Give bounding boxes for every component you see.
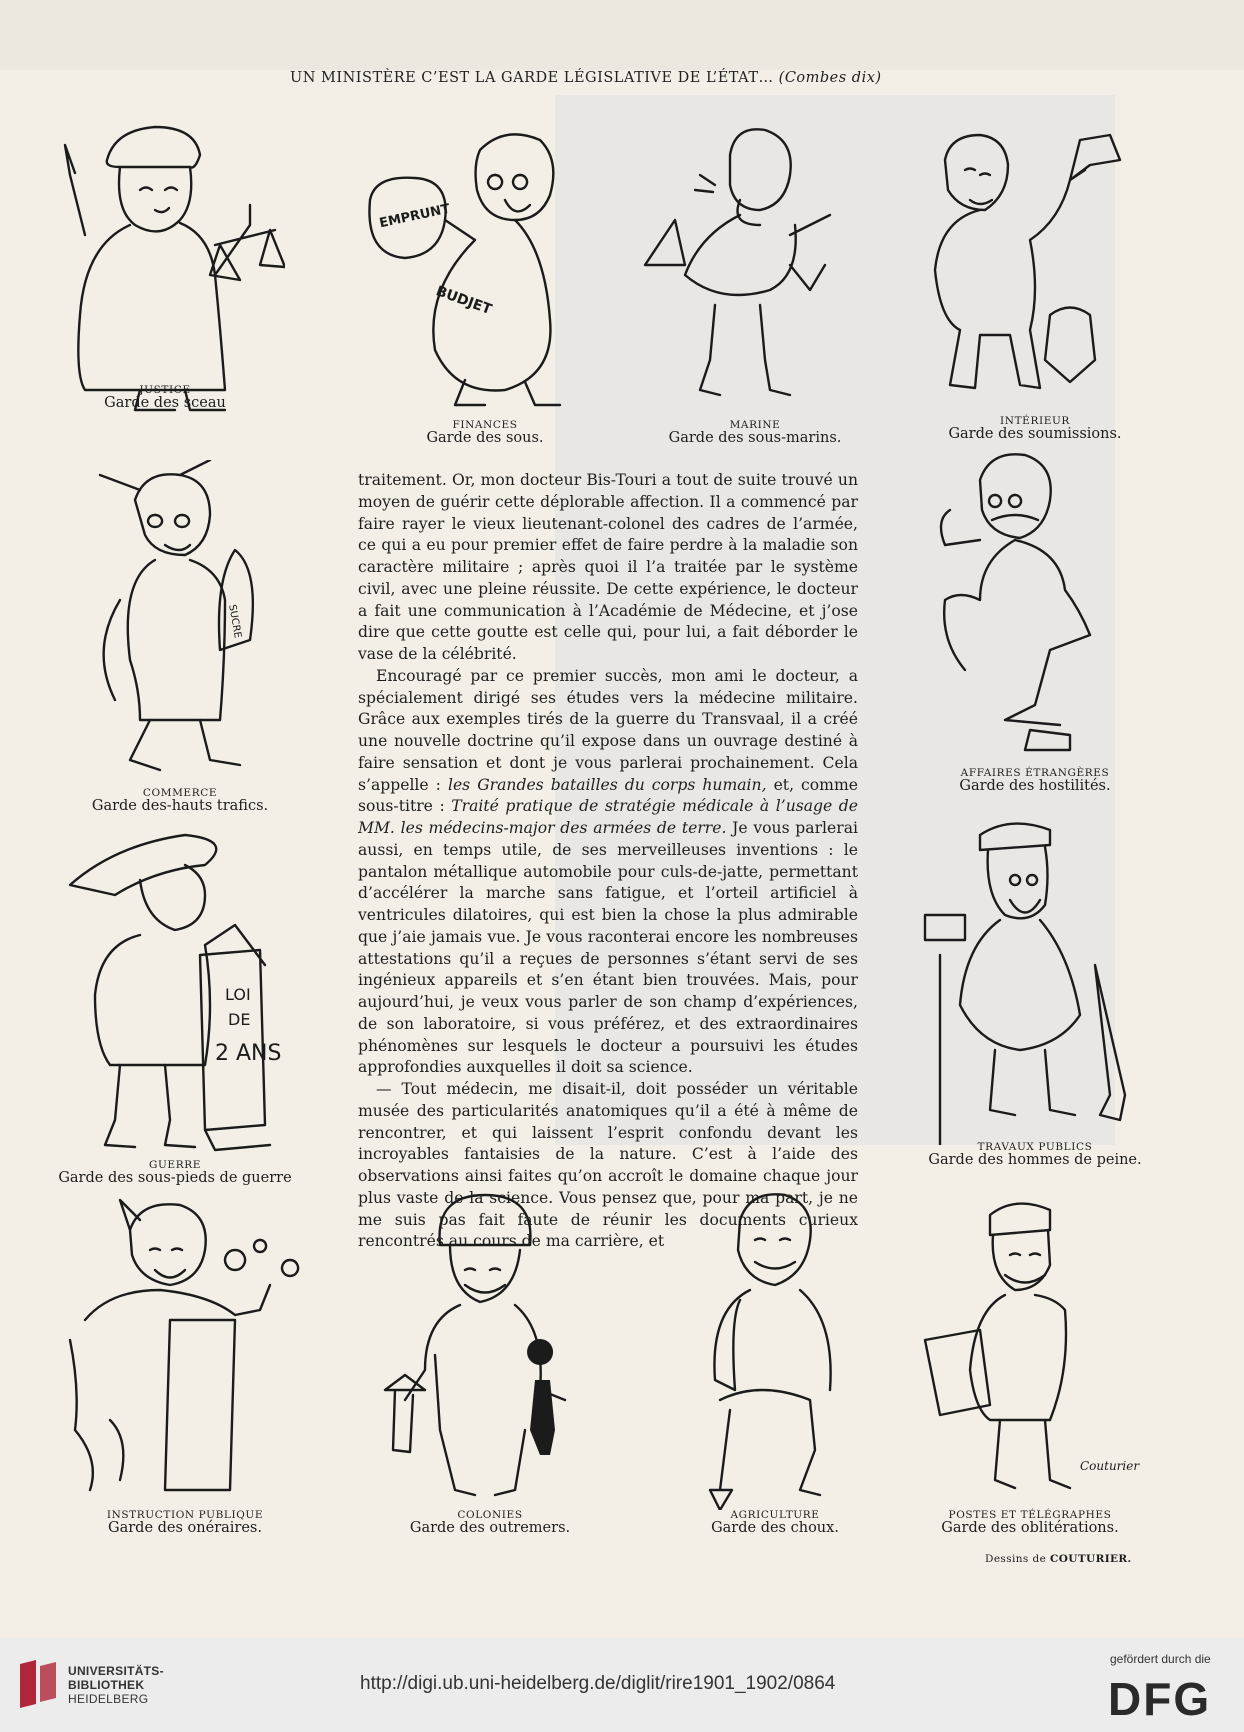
caricature-marine	[640, 115, 870, 415]
permalink-url[interactable]: http://digi.ub.uni-heidelberg.de/diglit/rire1901_1902/0864	[360, 1673, 836, 1694]
figure-title: POSTES ET TÉLÉGRAPHES	[948, 1509, 1112, 1521]
figure-title: MARINE	[729, 419, 781, 431]
dfg-logo: DFG	[1108, 1673, 1212, 1725]
figure-subtitle: Garde des soumissions.	[948, 426, 1122, 443]
book-subtitle: Traité pratique de stratégie médicale à l’usage de MM. les médecins-major des armées de terre.	[358, 797, 859, 837]
caption-travaux-publics	[920, 1142, 1150, 1168]
drawing-text-2-ans: 2 ANS	[215, 1041, 282, 1066]
figure-subtitle: Garde des choux.	[711, 1520, 839, 1537]
library-name	[68, 1664, 164, 1706]
library-line-3: HEIDELBERG	[68, 1692, 149, 1706]
figure-justice	[45, 115, 285, 445]
figure-title: COLONIES	[457, 1509, 523, 1521]
paragraph-2	[358, 666, 858, 1079]
article-body	[358, 470, 858, 1253]
paragraph-2-a: Encouragé par ce premier succès, mon ami le docteur, a spécialement dirigé ses études vers la médecine militaire. Grâce aux exemples tirés de la guerre du Transvaal, il a créé une nouvelle doctrine qu’il expose dans un ouvrage destiné à faire sensation et dont je vous parlerai prochainement. Cela s’appelle :	[358, 666, 858, 794]
caricature-commerce	[60, 460, 300, 790]
caricature-guerre	[55, 825, 295, 1155]
page-header	[290, 70, 950, 86]
figure-commerce	[60, 460, 300, 825]
figure-title: GUERRE	[149, 1159, 201, 1171]
figure-subtitle: Garde des sous-marins.	[668, 430, 842, 447]
figure-subtitle: Garde des sous.	[426, 430, 544, 447]
caption-marine	[640, 420, 870, 446]
caricature-affaires-etrangeres	[920, 450, 1150, 760]
figure-subtitle: Garde des oblitérations.	[941, 1520, 1119, 1537]
university-logo-icon	[16, 1658, 60, 1710]
figure-title: AGRICULTURE	[730, 1509, 820, 1521]
paragraph-3: — Tout médecin, me disait-il, doit posséder un véritable musée des particularités anatomiques qu’il a été à même de rencontrer, et qui laissent l’esprit confondu devant les incroyables fantaisies de la nature. C’est à l’aide des observations ainsi faites qu’on accroît le domaine chaque jour plus vaste de la science. Vous pensez que, pour ma part, je ne me suis pas fait faute de réunir les documents curieux rencontrés au cours de ma carrière, et	[358, 1080, 858, 1251]
library-line-2: BIBLIOTHEK	[68, 1678, 145, 1692]
signature: Couturier	[1080, 1459, 1140, 1473]
illustration-credit	[985, 1553, 1132, 1565]
caption-finances	[365, 420, 605, 446]
book-title: les Grandes batailles du corps humain,	[447, 775, 767, 794]
figure-subtitle: Garde des hommes de peine.	[928, 1152, 1142, 1169]
figure-subtitle: Garde des hostilités.	[959, 778, 1111, 795]
caricature-finances	[365, 120, 605, 410]
funding-note: gefördert durch die	[1110, 1652, 1211, 1666]
caricature-postes-telegraphes	[905, 1190, 1155, 1510]
caption-justice	[45, 385, 285, 411]
drawing-text-de: DE	[228, 1010, 251, 1029]
header-attribution: (Combes dix)	[778, 70, 882, 86]
figure-travaux-publics	[920, 815, 1150, 1185]
viewer-footer	[0, 1638, 1244, 1732]
caption-commerce	[60, 788, 300, 814]
caption-postes-telegraphes	[905, 1510, 1155, 1536]
figure-affaires-etrangeres	[920, 450, 1150, 800]
drawing-text-budjet: BUDJET	[433, 283, 494, 319]
figure-instruction-publique	[60, 1190, 310, 1550]
figure-title: COMMERCE	[142, 787, 218, 799]
caption-agriculture	[660, 1510, 890, 1536]
figure-finances	[365, 120, 605, 445]
figure-title: INSTRUCTION PUBLIQUE	[106, 1509, 264, 1521]
paragraph-1: traitement. Or, mon docteur Bis-Touri a tout de suite trouvé un moyen de guérir cette déplorable affection. Il a commencé par faire rayer le vieux lieutenant-colonel des cadres de l’armée, ce qui a eu pour premier effet de faire perdre à la maladie son caractère militaire ; après quoi il l’a traitée par le système civil, avec une pleine réussite. De cette expérience, le docteur a fait une communication à l’Académie de Médecine, et j’ose dire que cette goutte est celle qui, pour lui, a fait déborder le vase de la célébrité.	[358, 471, 858, 663]
figure-subtitle: Garde des-hauts trafics.	[91, 798, 269, 815]
header-title: UN MINISTÈRE C’EST LA GARDE LÉGISLATIVE DE L’ÉTAT…	[290, 70, 774, 86]
figure-subtitle: Garde des sceau	[104, 395, 226, 412]
figure-marine	[640, 115, 870, 445]
drawing-text-emprunt: EMPRUNT	[378, 201, 452, 232]
figure-subtitle: Garde des sous-pieds de guerre	[58, 1170, 292, 1187]
figure-interieur	[920, 120, 1150, 445]
caption-guerre	[55, 1160, 295, 1186]
library-line-1: UNIVERSITÄTS-	[68, 1664, 164, 1678]
page-top-margin	[0, 0, 1244, 70]
caption-instruction-publique	[60, 1510, 310, 1536]
caption-affaires-etrangeres	[920, 768, 1150, 794]
figure-postes-telegraphes	[905, 1190, 1155, 1550]
figure-title: FINANCES	[452, 419, 518, 431]
figure-title: INTÉRIEUR	[1000, 415, 1070, 427]
figure-subtitle: Garde des outremers.	[409, 1520, 571, 1537]
figure-subtitle: Garde des onéraires.	[108, 1520, 262, 1537]
caption-interieur	[920, 416, 1150, 442]
drawing-text-sucre: SUCRE	[226, 603, 243, 640]
drawing-text-loi: LOI	[225, 985, 251, 1004]
figure-title: JUSTICE	[139, 384, 191, 396]
paragraph-2-b: et, comme sous-titre :	[358, 775, 858, 816]
paragraph-2-c: Je vous parlerai aussi, en temps utile, de ses merveilleuses inventions : le pantalon métallique automobile pour culs-de-jatte, permettant d’accélérer la marche sans fatigue, et l’orteil artificiel à ventricules dilatoires, qui est bien la chose la plus admirable que j’aie jamais vue. Je vous raconterai encore les nombreuses attestations qu’il a reçues de personnes s’étant servi de ses ingénieux appareils et s’en étant bien trouvées. Mais, pour aujourd’hui, je veux vous parler de son champ d’expériences, de son laboratoire, si vous préférez, et des extraordinaires phénomènes sur lesquels le docteur a poursuivi les études approfondies auxquelles il doit sa science.	[358, 819, 858, 1077]
caption-colonies	[365, 1510, 615, 1536]
caricature-interieur	[920, 120, 1150, 410]
caricature-justice	[45, 115, 285, 415]
figure-guerre	[55, 825, 295, 1195]
figure-title: TRAVAUX PUBLICS	[977, 1141, 1093, 1153]
caricature-travaux-publics	[920, 815, 1150, 1145]
caricature-instruction-publique	[60, 1190, 310, 1510]
credit-prefix: Dessins de	[985, 1553, 1047, 1565]
credit-name: COUTURIER.	[1049, 1553, 1132, 1565]
figure-title: AFFAIRES ÉTRANGÈRES	[960, 767, 1110, 779]
